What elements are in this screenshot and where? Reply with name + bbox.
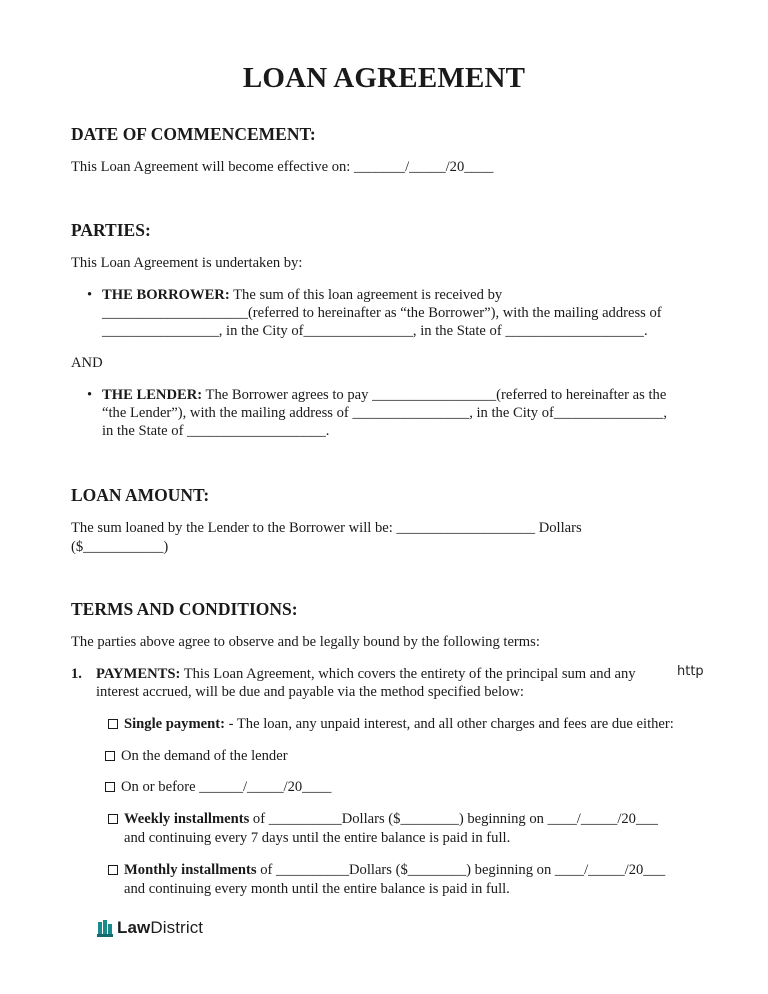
on-or-before-text: On or before ______/_____/20____ [121,779,332,795]
lender-line-1: The Borrower agrees to pay _________________(referred to hereinafter as the [205,387,667,403]
logo-brand-first: Law [117,918,151,937]
terms-intro: The parties above agree to observe and be legally bound by the following terms: [71,634,540,650]
payments-label: PAYMENTS: [96,666,181,682]
weekly-label: Weekly installments [124,811,250,827]
bullet-icon: • [87,287,93,303]
payments-line-1: This Loan Agreement, which covers the entirety of the principal sum and any [183,666,636,682]
lender-line-2: “the Lender”), with the mailing address of ________________, in the City of_______________, [102,405,668,421]
stray-url-text: http [677,664,704,679]
on-or-before-checkbox[interactable] [105,782,115,792]
monthly-label: Monthly installments [124,862,257,878]
clause-number: 1. [71,666,82,682]
on-demand-checkbox[interactable] [105,751,115,761]
weekly-line-2: and continuing every 7 days until the entire balance is paid in full. [124,830,511,846]
payments-line-2: interest accrued, will be due and payable via the method specified below: [96,684,524,700]
loan-amount-line-1: The sum loaned by the Lender to the Borrower will be: ___________________ Dollars [71,520,582,536]
loan-amount-line-2: ($___________) [71,539,169,555]
on-demand-text: On the demand of the lender [121,748,288,764]
weekly-checkbox[interactable] [108,814,118,824]
bullet-icon: • [87,387,93,403]
parties-intro: This Loan Agreement is undertaken by: [71,255,303,271]
parties-heading: PARTIES: [71,220,151,240]
borrower-line-1: The sum of this loan agreement is received by [233,287,503,303]
single-payment-checkbox[interactable] [108,719,118,729]
monthly-checkbox[interactable] [108,865,118,875]
monthly-line-1: of __________Dollars ($________) beginning on ____/_____/20___ [260,862,666,878]
effective-date-line: This Loan Agreement will become effective on: _______/_____/20____ [71,159,494,175]
lender-label: THE LENDER: [102,387,203,403]
document-title: LOAN AGREEMENT [242,62,526,94]
and-separator: AND [71,355,103,371]
borrower-line-3: ________________, in the City of_______________, in the State of ___________________. [102,323,648,339]
date-heading: DATE OF COMMENCEMENT: [71,124,316,144]
borrower-label: THE BORROWER: [102,287,230,303]
single-payment-text: - The loan, any unpaid interest, and all other charges and fees are due either: [228,716,674,732]
law-district-logo-icon [97,919,114,943]
lender-line-3: in the State of ___________________. [102,423,330,439]
logo-wordmark [117,918,203,938]
logo-brand-second: District [150,918,204,937]
terms-heading: TERMS AND CONDITIONS: [71,599,298,619]
monthly-line-2: and continuing every month until the entire balance is paid in full. [124,881,510,897]
weekly-line-1: of __________Dollars ($________) beginning on ____/_____/20___ [252,811,658,827]
borrower-line-2: ____________________(referred to hereinafter as “the Borrower”), with the mailing address of [102,305,662,321]
single-payment-label: Single payment: [124,716,225,732]
loan-amount-heading: LOAN AMOUNT: [71,485,210,505]
